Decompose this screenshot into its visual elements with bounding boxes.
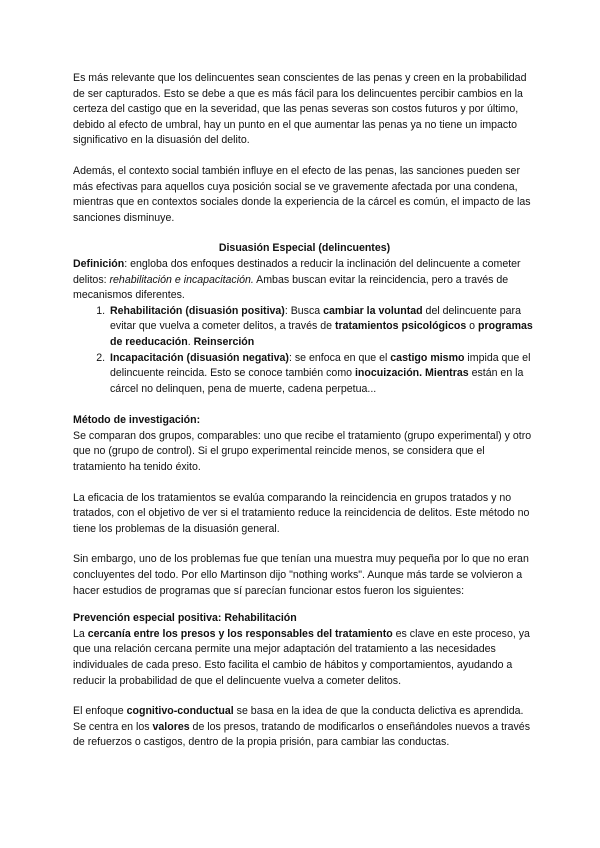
- definition-label: Definición: [73, 257, 125, 270]
- rehab-p2-bold-2: valores: [152, 720, 190, 733]
- rehabilitation-heading: [73, 611, 536, 627]
- rehab-p1-text-2: es clave en este proceso, ya que una relación cercana permite una mejor adaptación del tratamiento a las necesidades individuales de cada preso. Esto facilita el cambio de hábitos y comportamientos, ayudando a reducir la probabilidad de que el delincuente vuelva a cometer delitos.: [73, 627, 530, 687]
- definition-text-2: Ambas buscan evitar la reincidencia, pero a través de mecanismos diferentes.: [73, 273, 509, 302]
- incap-bold-3: Mientras: [425, 367, 469, 380]
- rehab-text-4: .: [187, 335, 194, 348]
- incapacitation-label: Incapacitación (disuasión negativa): [110, 351, 289, 364]
- paragraph-social-context: Además, el contexto social también influye en el efecto de las penas, las sanciones pueden ser más efectivas para aquellos cuya posición social se ve gravemente afectada por una condena, mientras que en contextos sociales donde la experiencia de la cárcel es común, el impacto de las sanciones disminuye.: [73, 164, 531, 224]
- incap-text-1: : se enfoca en que el: [288, 351, 391, 364]
- definition-paragraph: [73, 257, 536, 304]
- rehab-p2-text-3: de los presos, tratando de modificarlos o enseñándoles nuevos a través de refuerzos o castigos, dentro de la propia prisión, para cambiar las conductas.: [73, 720, 530, 749]
- deterrence-list: [73, 304, 536, 398]
- rehab-text-1: : Busca: [284, 304, 324, 317]
- rehabilitation-paragraph-1: [73, 627, 536, 689]
- rehab-p2-text-2: se basa en la idea de que la conducta delictiva es aprendida. Se centra en los: [73, 705, 524, 733]
- method-paragraph-2: La eficacia de los tratamientos se evalúa comparando la reincidencia en grupos tratados y no tratados, con el objetivo de ver si el tratamiento reduce la reincidencia de delitos. Este método no tiene los problemas de la disuasión general.: [73, 491, 530, 535]
- list-item-incapacitation: [108, 351, 536, 398]
- rehabilitation-heading-text: Prevención especial positiva: Rehabilitación: [73, 612, 297, 625]
- incap-text-4: están en la cárcel no delinquen, pena de muerte, cadena perpetua...: [110, 367, 524, 395]
- definition-italic: rehabilitación e incapacitación.: [109, 273, 254, 286]
- method-paragraph-1: Se comparan dos grupos, comparables: uno que recibe el tratamiento (grupo experimental) y otro que no (grupo de control). Si el grupo experimental reincide menos, se considera que el tratamiento ha tenido éxito.: [73, 429, 532, 474]
- rehab-p2-text-1: El enfoque: [73, 705, 127, 718]
- method-heading: [73, 413, 536, 429]
- method-paragraph-3: Sin embargo, uno de los problemas fue que tenían una muestra muy pequeña por lo que no eran concluyentes del todo. Por ello Martinson dijo "nothing works". Aunque más tarde se volvieron a hacer estudios de programas que sí parecían funcionar estos fueron los siguientes:: [73, 553, 529, 597]
- incap-bold-2: inocuización.: [354, 367, 423, 380]
- list-item-rehabilitation: [108, 304, 536, 351]
- method-heading-text: Método de investigación:: [73, 414, 201, 427]
- definition-text-1: : engloba dos enfoques destinados a reducir la inclinación del delincuente a cometer delitos:: [73, 257, 521, 286]
- rehab-p2-bold-1: cognitivo-conductual: [126, 705, 234, 718]
- rehab-bold-4: Reinserción: [193, 335, 255, 348]
- rehab-bold-2: tratamientos psicológicos: [334, 320, 467, 333]
- rehab-bold-1: cambiar la voluntad: [323, 304, 423, 317]
- paragraph-penalty-awareness: Es más relevante que los delincuentes sean conscientes de las penas y creen en la probabilidad de ser capturados. Esto se debe a que es más fácil para los delincuentes percibir cambios en la certeza del castigo que en la severidad, que las penas severas son costos futuros y por último, debido al efecto de umbral, hay un punto en el que aumentar las penas ya no tiene un impacto significativo en la disuasión del delito.: [73, 72, 527, 147]
- incap-text-2: impida que el delincuente reincida. Esto se conoce también como: [110, 351, 531, 380]
- section-title-special-deterrence: Disuasión Especial (delincuentes): [218, 242, 391, 255]
- rehab-text-3: o: [466, 320, 479, 333]
- rehab-p1-bold-1: cercanía entre los presos y los responsables del tratamiento: [87, 627, 393, 640]
- rehabilitation-paragraph-2: [73, 704, 536, 751]
- rehab-p1-text-1: La: [73, 627, 88, 640]
- rehab-bold-3: programas de reeducación: [110, 320, 533, 348]
- incap-bold-1: castigo mismo: [390, 351, 465, 364]
- rehabilitation-label: Rehabilitación (disuasión positiva): [110, 304, 285, 317]
- rehab-text-2: del delincuente para evitar que vuelva a cometer delitos, a través de: [110, 304, 521, 333]
